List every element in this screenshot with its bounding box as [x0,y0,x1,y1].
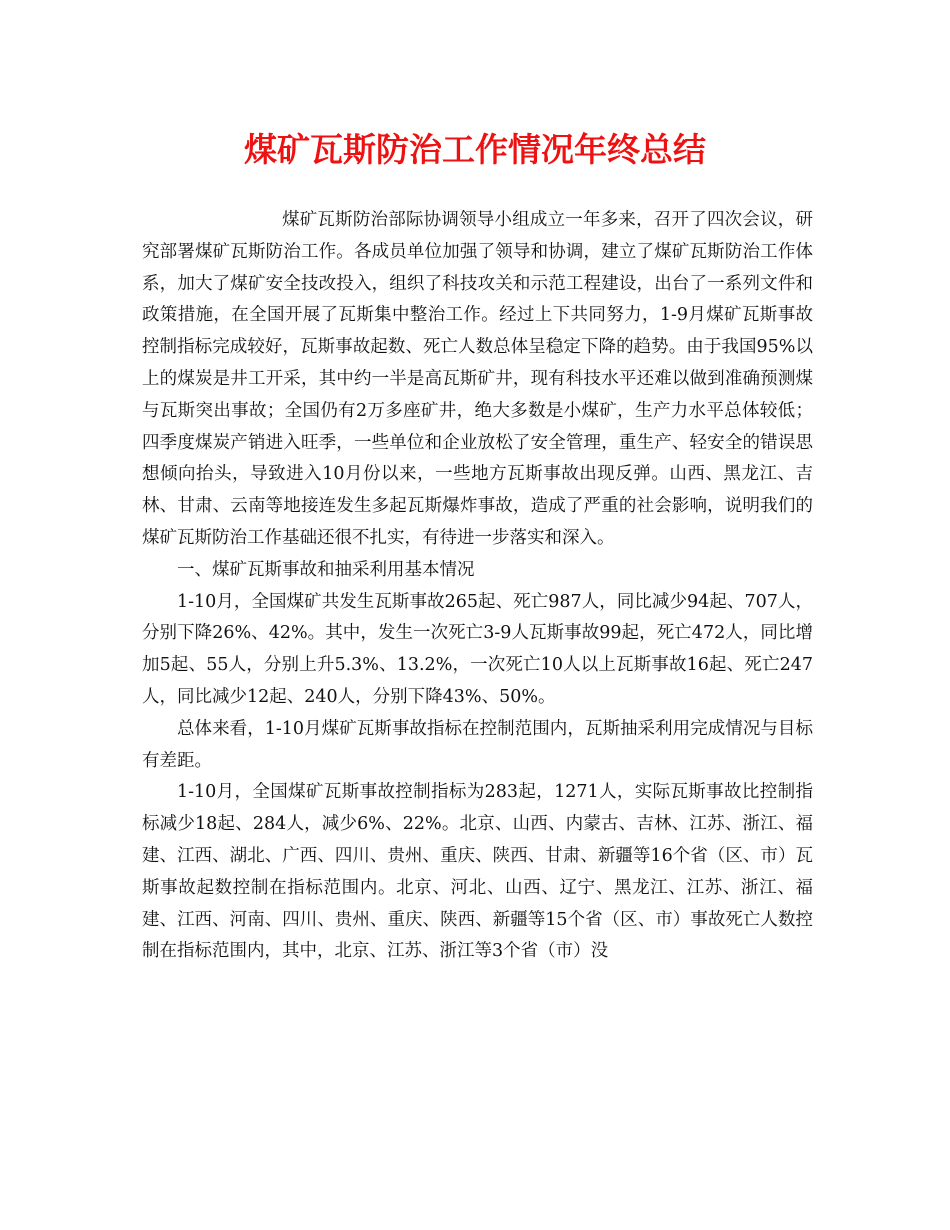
statistics-paragraph: 1-10月，全国煤矿共发生瓦斯事故265起、死亡987人，同比减少94起、707人，分别下降26%、42%。其中，发生一次死亡3-9人瓦斯事故99起，死亡472人，同比增加5起、55人，分别上升5.3%、13.2%，一次死亡10人以上瓦斯事故16起、死亡247人，同比减少12起、240人，分别下降43%、50%。 [142,591,813,707]
summary-paragraph: 总体来看，1-10月煤矿瓦斯事故指标在控制范围内，瓦斯抽采利用完成情况与目标有差距。 [142,718,813,771]
control-indicator-paragraph: 1-10月，全国煤矿瓦斯事故控制指标为283起，1271人，实际瓦斯事故比控制指标减少18起、284人，减少6%、22%。北京、山西、内蒙古、吉林、江苏、浙江、福建、江西、湖北、广西、四川、贵州、重庆、陕西、甘肃、新疆等16个省（区、市）瓦斯事故起数控制在指标范围内。北京、河北、山西、辽宁、黑龙江、江苏、浙江、福建、江西、河南、四川、贵州、重庆、陕西、新疆等15个省（区、市）事故死亡人数控制在指标范围内，其中，北京、江苏、浙江等3个省（市）没 [142,782,813,962]
document-title: 煤矿瓦斯防治工作情况年终总结 [244,130,706,169]
intro-paragraph: 煤矿瓦斯防治部际协调领导小组成立一年多来，召开了四次会议，研究部署煤矿瓦斯防治工作。各成员单位加强了领导和协调，建立了煤矿瓦斯防治工作体系，加大了煤矿安全技改投入，组织了科技攻关和示范工程建设，出台了一系列文件和政策措施，在全国开展了瓦斯集中整治工作。经过上下共同努力，1-9月煤矿瓦斯事故控制指标完成较好，瓦斯事故起数、死亡人数总体呈稳定下降的趋势。由于我国95%以上的煤炭是井工开采，其中约一半是高瓦斯矿井，现有科技水平还难以做到准确预测煤与瓦斯突出事故；全国仍有2万多座矿井，绝大多数是小煤矿，生产力水平总体较低；四季度煤炭产销进入旺季，一些单位和企业放松了安全管理，重生产、轻安全的错误思想倾向抬头，导致进入10月份以来，一些地方瓦斯事故出现反弹。山西、黑龙江、吉林、甘肃、云南等地接连发生多起瓦斯爆炸事故，造成了严重的社会影响，说明我们的煤矿瓦斯防治工作基础还很不扎实，有待进一步落实和深入。 [142,210,813,548]
section-heading: 一、煤矿瓦斯事故和抽采利用基本情况 [177,559,475,580]
document-body [142,205,813,968]
